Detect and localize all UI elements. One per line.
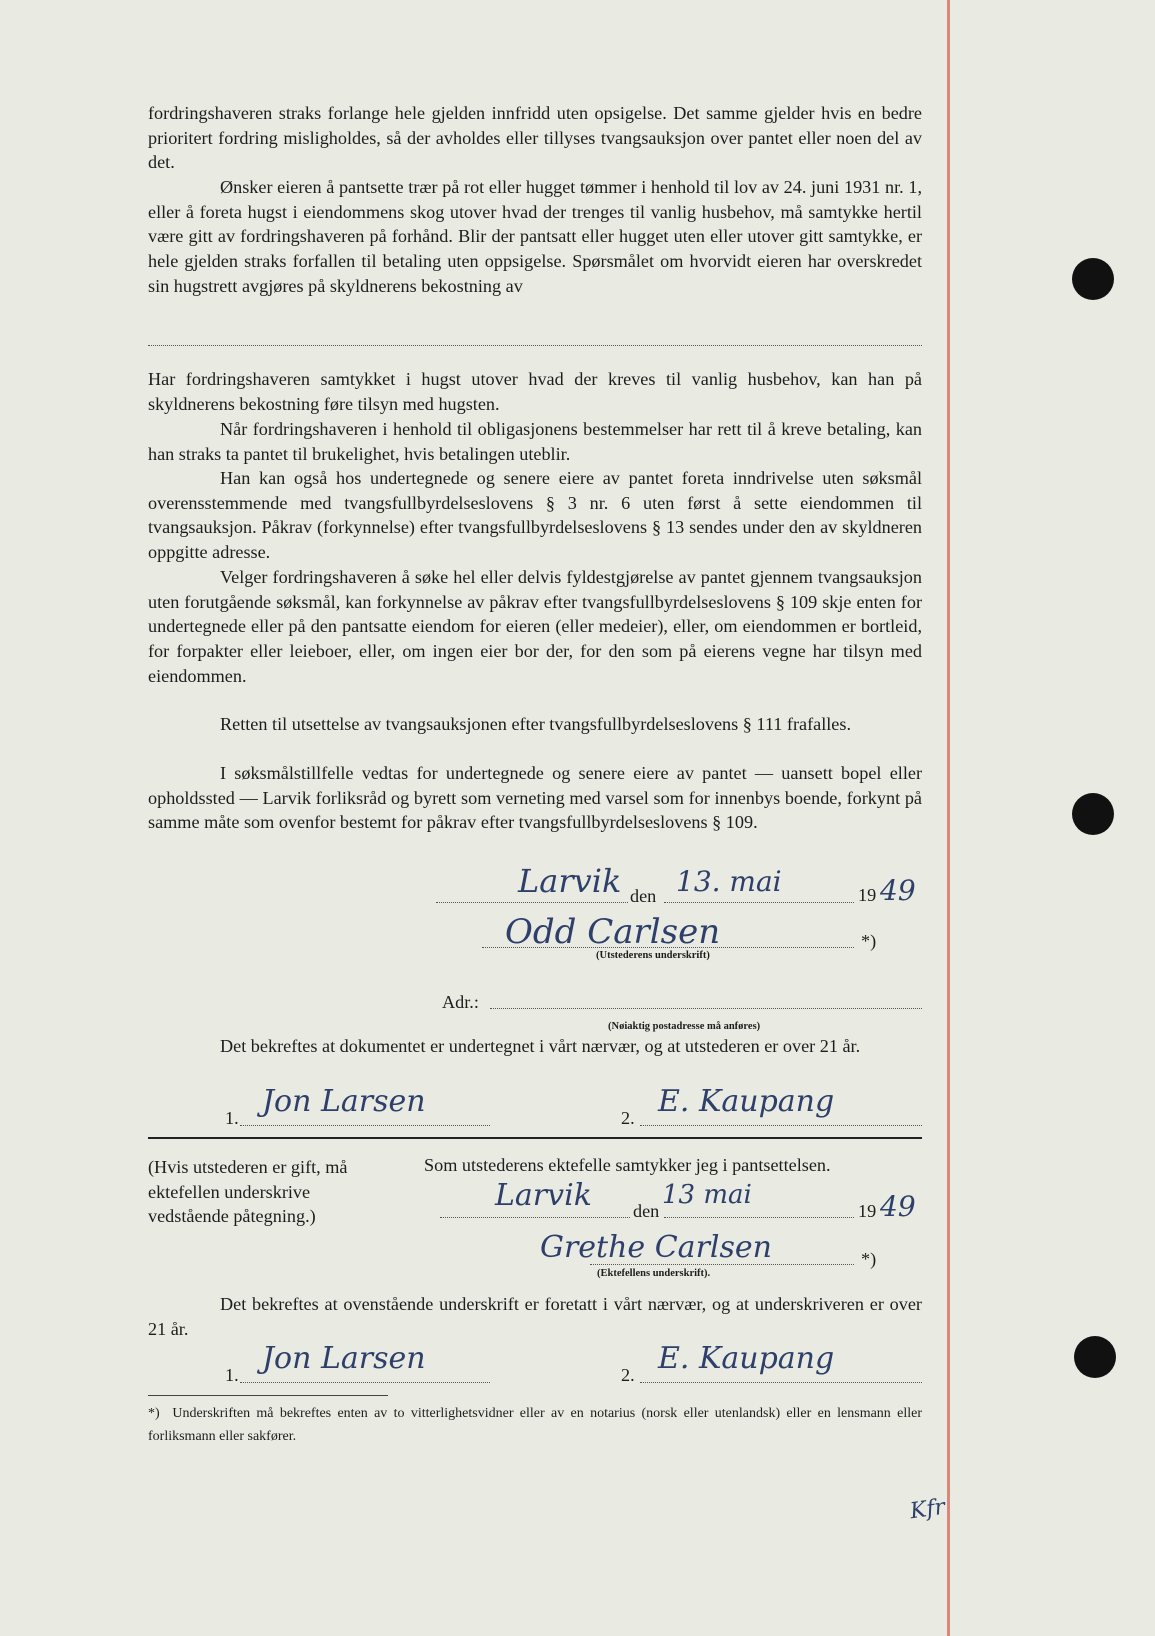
witness1-number-2: 2. (621, 1108, 635, 1128)
paragraph-8: I søksmålstillfelle vedtas for undertegnede og senere eiere av pantet — uansett bopel eller opholdssted — Larvik forliksråd og byrett som verneting med varsel som for innenbys boende, forkynt på samme måte som ovenfor bestemt for påkrav efter tvangsfullbyrdelseslovens § 109. (148, 763, 922, 833)
spouse-date-line (664, 1217, 854, 1218)
place-handwriting: Larvik (518, 862, 622, 900)
spouse-footnote-star: *) (861, 1249, 877, 1269)
witness-confirmation-2: Det bekreftes at ovenstående underskrift er foretatt i vårt nærvær, og at underskriveren er over 21 år. (148, 1294, 922, 1339)
red-margin-line (947, 0, 950, 1636)
spouse-year-handwriting: 49 (880, 1190, 916, 1223)
spouse-den-label: den (633, 1201, 660, 1221)
date-handwriting: 13. mai (676, 865, 782, 898)
paragraph-2: Ønsker eieren å pantsette trær på rot eller hugget tømmer i henhold til lov av 24. juni 1931 nr. 1, eller å foreta hugst i eiendommens skog utover hvad der trenges til vanlig husbehov, må samtykke hertil være gitt av fordringshaveren på forhånd. Blir der pantsatt eller hugget uten eller utover gitt samtykke, er hele gjelden straks forfallen til betaling uten oppsigelse. Spørsmålet om hvorvidt eieren har overskredet sin hugstrett avgjøres på skyldnerens bekostning av (148, 177, 922, 296)
witness1-line-1 (240, 1125, 490, 1126)
witness2-signature-2: E. Kaupang (658, 1341, 835, 1376)
witness2-signature-1: Jon Larsen (262, 1341, 426, 1376)
footnote (148, 1402, 922, 1448)
year-prefix: 19 (858, 885, 877, 905)
paragraph-1: fordringshaveren straks forlange hele gjelden innfridd uten opsigelse. Det samme gjelder hvis en bedre prioritert fordring misligholdes, så der avholdes eller tillyses tvangsauksjon over pantet eller noen del av det. (148, 103, 922, 173)
witness1-signature-1: Jon Larsen (262, 1084, 426, 1119)
spouse-place-handwriting: Larvik (495, 1178, 592, 1213)
witness1-number-1: 1. (225, 1108, 239, 1128)
paragraph-7: Retten til utsettelse av tvangsauksjonen efter tvangsfullbyrdelseslovens § 111 frafalles. (220, 714, 852, 734)
den-label: den (630, 886, 657, 906)
spouse-signature-caption: (Ektefellens underskrift). (597, 1268, 711, 1279)
witness1-signature-2: E. Kaupang (658, 1084, 835, 1119)
issuer-signature-caption: (Utstederens underskrift) (596, 950, 710, 961)
section-divider (148, 1137, 922, 1139)
address-label: Adr.: (442, 992, 479, 1012)
witness2-number-2: 2. (621, 1365, 635, 1385)
spouse-consent-text: Som utstederens ektefelle samtykker jeg i pantsettelsen. (424, 1155, 831, 1175)
issuer-signature: Odd Carlsen (505, 912, 721, 952)
spouse-year-prefix: 19 (858, 1201, 877, 1221)
witness2-number-1: 1. (225, 1365, 239, 1385)
spouse-signature: Grethe Carlsen (540, 1230, 772, 1265)
place-line (436, 902, 628, 903)
witness1-line-2 (640, 1125, 922, 1126)
spouse-instruction-note: (Hvis utstederen er gift, må ektefellen underskrive vedstående påtegning.) (148, 1157, 348, 1227)
footnote-text: Underskriften må bekreftes enten av to vitterlighetsvidner eller av en notarius (norsk eller utenlandsk) eller en lensmann eller forliksmann eller sakfører. (148, 1406, 922, 1444)
paragraph-6: Velger fordringshaveren å søke hel eller delvis fyldestgjørelse av pantet gjennem tvangsauksjon uten forutgående søksmål, kan forkynnelse av påkrav efter tvangsfullbyrdelseslovens § 109 skje enten for undertegnede eller på den pantsatte eiendom for eieren (eller medeier), eller, om eiendommen er bortleid, for forpakter eller leieboer, eller, om ingen eier bor der, for den som på eierens vegne har tilsyn med eiendommen. (148, 567, 922, 686)
spouse-place-line (440, 1217, 630, 1218)
footnote-rule (148, 1395, 388, 1396)
address-line (490, 1008, 922, 1009)
paragraph-3: Har fordringshaveren samtykket i hugst utover hvad der kreves til vanlig husbehov, kan han på skyldnerens bekostning føre tilsyn med hugsten. (148, 369, 922, 414)
punch-hole-top (1072, 258, 1114, 300)
witness-confirmation-1: Det bekreftes at dokumentet er undertegnet i vårt nærvær, og at utstederen er over 21 år. (220, 1036, 861, 1056)
witness2-line-2 (640, 1382, 922, 1383)
margin-initials: Kfr (908, 1494, 947, 1525)
footnote-mark: *) (148, 1406, 160, 1421)
blank-line (148, 345, 922, 346)
paragraph-4: Når fordringshaveren i henhold til obligasjonens bestemmelser har rett til å kreve betaling, kan han straks ta pantet til brukelighet, hvis betalingen uteblir. (148, 419, 922, 464)
punch-hole-middle (1072, 793, 1114, 835)
address-caption: (Nøiaktig postadresse må anføres) (608, 1021, 761, 1032)
punch-hole-bottom (1074, 1336, 1116, 1378)
spouse-date-handwriting: 13 mai (662, 1180, 752, 1210)
witness2-line-1 (240, 1382, 490, 1383)
paragraph-5: Han kan også hos undertegnede og senere eiere av pantet foreta inndrivelse uten søksmål overensstemmende med tvangsfullbyrdelseslovens § 3 nr. 6 uten først å sette eiendommen til tvangsauksjon. Påkrav (forkynnelse) efter tvangsfullbyrdelseslovens § 13 sendes under den av skyldneren oppgitte adresse. (148, 468, 922, 563)
footnote-star: *) (861, 931, 877, 951)
date-line (664, 902, 854, 903)
year-handwriting: 49 (880, 874, 916, 907)
